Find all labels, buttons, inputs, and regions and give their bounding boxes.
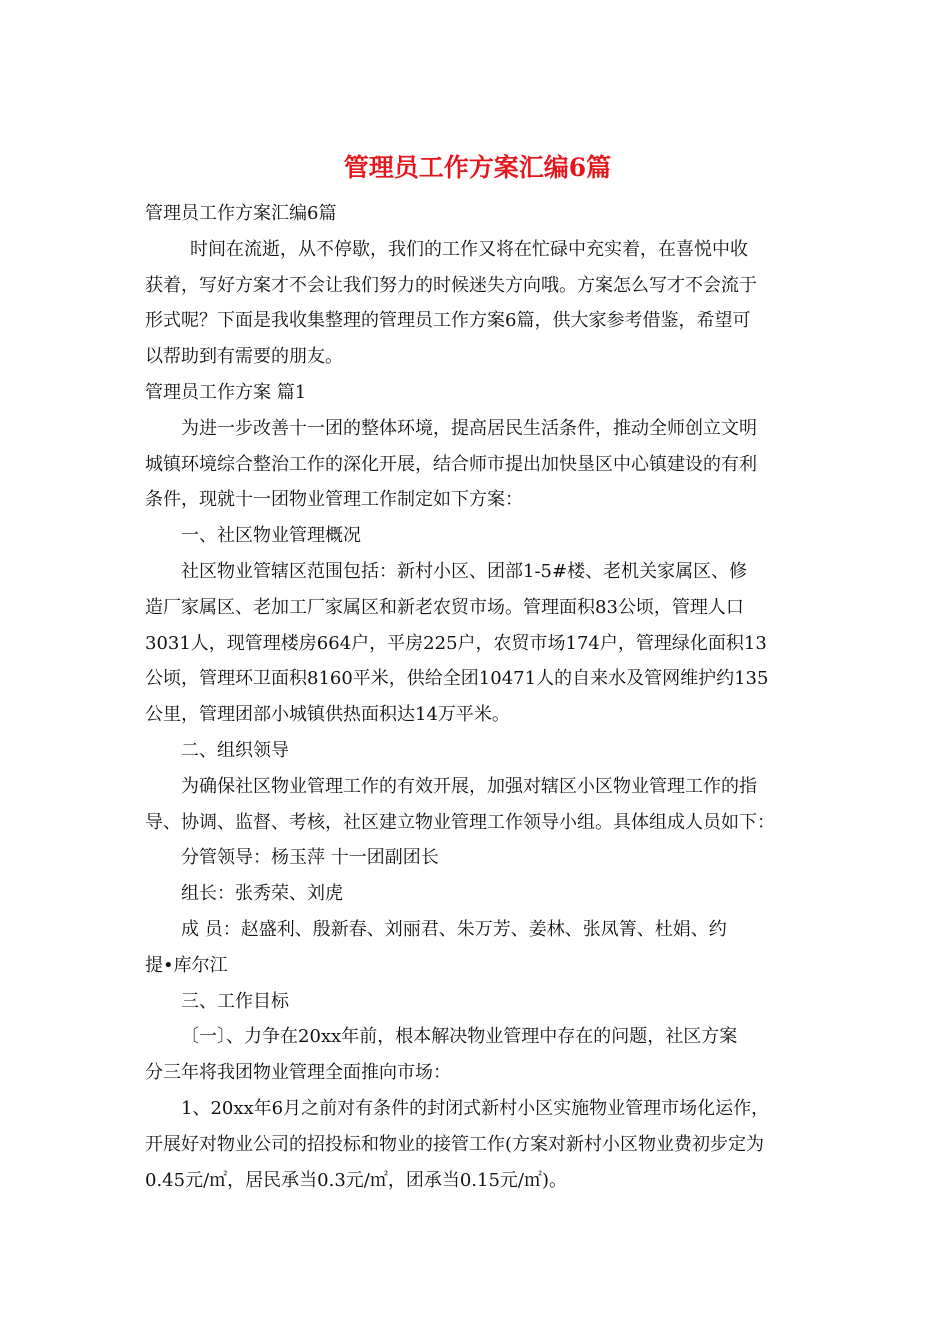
heading-1: 一、社区物业管理概况 bbox=[181, 525, 361, 547]
text-line: 社区物业管辖区范围包括：新村小区、团部1-5#楼、老机关家属区、修 bbox=[181, 560, 748, 582]
text-line: 导、协调、监督、考核，社区建立物业管理工作领导小组。具体组成人员如下： bbox=[145, 811, 775, 833]
intro-paragraph bbox=[145, 232, 810, 375]
text-line: 获着，写好方案才不会让我们努力的时候迷失方向哦。方案怎么写才不会流于 bbox=[145, 274, 757, 296]
text-line: 3031人，现管理楼房664户，平房225户，农贸市场174户，管理绿化面积13 bbox=[145, 632, 767, 654]
document-title: 管理员工作方案汇编6篇 bbox=[343, 153, 612, 182]
leader-line: 分管领导：杨玉萍 十一团副团长 bbox=[181, 847, 439, 869]
document-page bbox=[145, 148, 810, 1198]
paragraph-5 bbox=[145, 1091, 810, 1198]
text-line: 1、20xx年6月之前对有条件的封闭式新村小区实施物业管理市场化运作， bbox=[181, 1097, 770, 1119]
members-paragraph bbox=[145, 912, 810, 984]
text-line: 开展好对物业公司的招投标和物业的接管工作(方案对新村小区物业费初步定为 bbox=[145, 1133, 765, 1155]
paragraph-1 bbox=[145, 411, 810, 518]
text-line: 公里，管理团部小城镇供热面积达14万平米。 bbox=[145, 704, 510, 726]
text-line: 形式呢？下面是我收集整理的管理员工作方案6篇，供大家参考借鉴，希望可 bbox=[145, 310, 751, 332]
text-line: 以帮助到有需要的朋友。 bbox=[145, 346, 343, 368]
paragraph-3 bbox=[145, 769, 810, 841]
text-line: 成 员：赵盛利、殷新春、刘丽君、朱万芳、姜林、张凤箐、杜娟、约 bbox=[181, 918, 727, 940]
text-line: 城镇环境综合整治工作的深化开展，结合师市提出加快垦区中心镇建设的有利 bbox=[145, 453, 757, 475]
text-line: 为确保社区物业管理工作的有效开展，加强对辖区小区物业管理工作的指 bbox=[181, 775, 757, 797]
heading-2: 二、组织领导 bbox=[181, 739, 289, 761]
text-line: 〔一〕、力争在20xx年前，根本解决物业管理中存在的问题，社区方案 bbox=[181, 1026, 738, 1048]
group-leader-line: 组长：张秀荣、刘虎 bbox=[181, 883, 343, 905]
text-line: 公顷，管理环卫面积8160平米，供给全团10471人的自来水及管网维护约135 bbox=[145, 668, 769, 690]
document-subtitle: 管理员工作方案汇编6篇 bbox=[145, 203, 337, 224]
text-line: 条件，现就十一团物业管理工作制定如下方案： bbox=[145, 489, 523, 511]
section-heading: 管理员工作方案 篇1 bbox=[145, 381, 307, 403]
paragraph-2 bbox=[145, 554, 810, 733]
text-line: 分三年将我团物业管理全面推向市场： bbox=[145, 1062, 451, 1084]
text-line: 为进一步改善十一团的整体环境，提高居民生活条件，推动全师创立文明 bbox=[181, 417, 757, 439]
text-line: 造厂家属区、老加工厂家属区和新老农贸市场。管理面积83公顷，管理人口 bbox=[145, 596, 744, 618]
text-line: 0.45元/㎡，居民承当0.3元/㎡，团承当0.15元/㎡)。 bbox=[145, 1169, 567, 1191]
heading-3: 三、工作目标 bbox=[181, 990, 289, 1012]
text-line: 时间在流逝，从不停歇，我们的工作又将在忙碌中充实着，在喜悦中收 bbox=[190, 238, 748, 260]
text-line: 提•库尔江 bbox=[145, 954, 228, 976]
paragraph-4 bbox=[145, 1019, 810, 1091]
